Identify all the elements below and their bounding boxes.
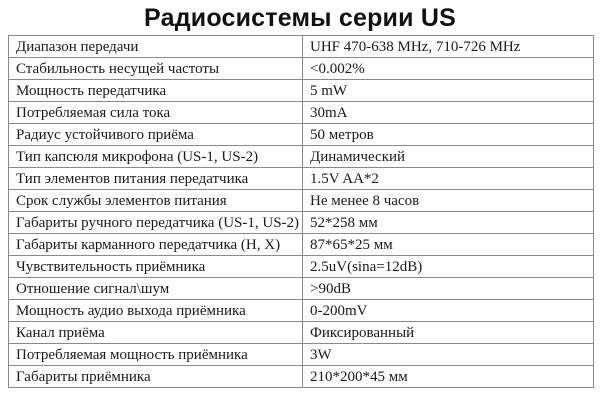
spec-label-cell: Отношение сигнал\шум (9, 278, 303, 300)
spec-value-cell: UHF 470-638 MHz, 710-726 MHz (303, 36, 594, 58)
spec-label-cell: Радиус устойчивого приёма (9, 124, 303, 146)
spec-label-cell: Габариты карманного передатчика (H, X) (9, 234, 303, 256)
spec-label-cell: Чувствительность приёмника (9, 256, 303, 278)
spec-label-cell: Габариты ручного передатчика (US-1, US-2) (9, 212, 303, 234)
table-row (9, 344, 594, 366)
specs-table (8, 35, 594, 388)
spec-value-cell: 5 mW (303, 80, 594, 102)
spec-label-cell: Потребляемая сила тока (9, 102, 303, 124)
table-row (9, 102, 594, 124)
spec-value-cell: <0.002% (303, 58, 594, 80)
table-row (9, 212, 594, 234)
spec-value-cell: Не менее 8 часов (303, 190, 594, 212)
table-row (9, 366, 594, 388)
table-row (9, 146, 594, 168)
table-row (9, 256, 594, 278)
page-title: Радиосистемы серии US (144, 4, 456, 32)
table-row (9, 190, 594, 212)
table-row (9, 300, 594, 322)
spec-value-cell: Динамический (303, 146, 594, 168)
spec-label-cell: Диапазон передачи (9, 36, 303, 58)
spec-label-cell: Стабильность несущей частоты (9, 58, 303, 80)
spec-value-cell: 210*200*45 мм (303, 366, 594, 388)
spec-value-cell: 87*65*25 мм (303, 234, 594, 256)
spec-label-cell: Канал приёма (9, 322, 303, 344)
table-row (9, 278, 594, 300)
spec-value-cell: 52*258 мм (303, 212, 594, 234)
spec-value-cell: 2.5uV(sina=12dB) (303, 256, 594, 278)
table-row (9, 124, 594, 146)
spec-value-cell: 30mA (303, 102, 594, 124)
spec-value-cell: 0-200mV (303, 300, 594, 322)
spec-value-cell: 3W (303, 344, 594, 366)
spec-value-cell: 50 метров (303, 124, 594, 146)
table-row (9, 80, 594, 102)
spec-label-cell: Потребляемая мощность приёмника (9, 344, 303, 366)
table-row (9, 36, 594, 58)
spec-value-cell: >90dB (303, 278, 594, 300)
table-row (9, 58, 594, 80)
spec-label-cell: Тип элементов питания передатчика (9, 168, 303, 190)
spec-label-cell: Габариты приёмника (9, 366, 303, 388)
spec-label-cell: Срок службы элементов питания (9, 190, 303, 212)
spec-label-cell: Мощность аудио выхода приёмника (9, 300, 303, 322)
spec-value-cell: Фиксированный (303, 322, 594, 344)
spec-value-cell: 1.5V AA*2 (303, 168, 594, 190)
spec-label-cell: Мощность передатчика (9, 80, 303, 102)
spec-label-cell: Тип капсюля микрофона (US-1, US-2) (9, 146, 303, 168)
table-row (9, 322, 594, 344)
table-row (9, 168, 594, 190)
table-row (9, 234, 594, 256)
